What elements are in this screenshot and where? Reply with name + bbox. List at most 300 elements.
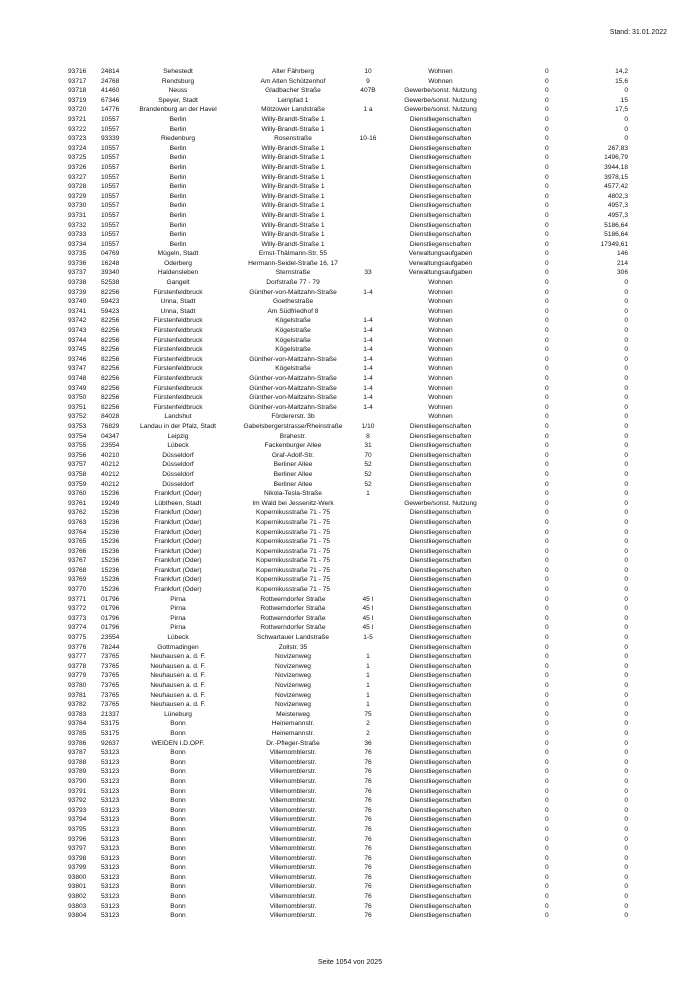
zero-column-cell: 0 [545, 154, 549, 162]
postal-code-cell: 15236 [101, 509, 120, 517]
zero-column-cell: 0 [545, 125, 549, 133]
street-cell: Villemomblerstr. [269, 825, 317, 833]
value-cell: 0 [624, 816, 628, 824]
usage-cell: Dienstliegenschaften [409, 115, 472, 123]
table-row [68, 499, 628, 509]
zero-column-cell: 0 [545, 269, 549, 277]
street-cell: Alter Fährberg [271, 68, 315, 75]
postal-code-cell: 53123 [101, 845, 120, 853]
city-cell: Bonn [170, 749, 186, 757]
street-cell: Gabelsbergerstrasse/Rheinstraße [243, 422, 343, 430]
value-cell: 0 [624, 653, 628, 661]
row-id-cell: 93739 [68, 288, 87, 296]
street-cell: Willy-Brandt-Straße 1 [261, 192, 325, 200]
zero-column-cell: 0 [545, 729, 549, 737]
house-number-cell: 1 [366, 682, 370, 689]
postal-code-cell: 82256 [101, 327, 120, 335]
zero-column-cell: 0 [545, 298, 549, 306]
postal-code-cell: 23554 [101, 634, 120, 642]
street-cell: Rottwerndorfer Straße [260, 605, 326, 613]
usage-cell: Wohnen [428, 327, 453, 335]
usage-cell: Dienstliegenschaften [409, 144, 472, 152]
house-number-cell: 1 a [363, 106, 373, 114]
house-number-cell: 45 I [362, 614, 374, 622]
street-cell: Willy-Brandt-Straße 1 [261, 240, 325, 248]
table-row [68, 806, 628, 816]
value-cell: 0 [624, 355, 628, 363]
value-cell: 0 [624, 528, 628, 536]
usage-cell: Gewerbe/sonst. Nutzung [404, 106, 477, 114]
usage-cell: Dienstliegenschaften [409, 749, 472, 757]
postal-code-cell: 24768 [101, 77, 120, 85]
street-cell: Villemomblerstr. [269, 873, 317, 881]
house-number-cell: 76 [364, 893, 372, 901]
postal-code-cell: 82256 [101, 355, 120, 363]
city-cell: Fürstenfeldbruck [153, 394, 203, 402]
row-id-cell: 93741 [68, 307, 87, 315]
house-number-cell: 1-4 [363, 365, 373, 373]
city-cell: Bonn [170, 845, 186, 853]
table-row [68, 777, 628, 787]
row-id-cell: 93726 [68, 163, 87, 171]
street-cell: Kopernikusstraße 71 - 75 [255, 509, 331, 517]
usage-cell: Dienstliegenschaften [409, 662, 472, 670]
postal-code-cell: 04347 [101, 432, 120, 440]
table-row [68, 105, 628, 115]
city-cell: Rendsburg [161, 77, 195, 85]
table-row [68, 422, 628, 432]
row-id-cell: 93792 [68, 797, 87, 805]
usage-cell: Dienstliegenschaften [409, 797, 472, 805]
city-cell: Bonn [170, 797, 186, 805]
row-id-cell: 93753 [68, 422, 87, 430]
city-cell: Neuhausen a. d. F. [150, 672, 206, 680]
value-cell: 4802,3 [607, 192, 628, 200]
city-cell: Berlin [169, 221, 187, 229]
usage-cell: Dienstliegenschaften [409, 135, 472, 143]
table-row [68, 480, 628, 490]
postal-code-cell: 10557 [101, 211, 120, 219]
value-cell: 0 [624, 432, 628, 440]
postal-code-cell: 82256 [101, 375, 120, 382]
zero-column-cell: 0 [545, 893, 549, 901]
row-id-cell: 93724 [68, 144, 87, 152]
city-cell: Sehestedt [163, 68, 193, 75]
zero-column-cell: 0 [545, 595, 549, 603]
usage-cell: Wohnen [428, 375, 453, 382]
usage-cell: Dienstliegenschaften [409, 768, 472, 776]
usage-cell: Dienstliegenschaften [409, 912, 472, 920]
value-cell: 0 [624, 451, 628, 459]
row-id-cell: 93757 [68, 461, 87, 469]
city-cell: Frankfurt (Oder) [154, 538, 202, 546]
table-row [68, 787, 628, 797]
house-number-cell: 76 [364, 749, 372, 757]
street-cell: Willy-Brandt-Straße 1 [261, 144, 325, 152]
row-id-cell: 93763 [68, 518, 87, 526]
usage-cell: Dienstliegenschaften [409, 480, 472, 488]
zero-column-cell: 0 [545, 672, 549, 680]
table-row [68, 835, 628, 845]
zero-column-cell: 0 [545, 413, 549, 421]
usage-cell: Dienstliegenschaften [409, 557, 472, 565]
zero-column-cell: 0 [545, 825, 549, 833]
zero-column-cell: 0 [545, 912, 549, 920]
usage-cell: Dienstliegenschaften [409, 691, 472, 699]
usage-cell: Dienstliegenschaften [409, 854, 472, 862]
row-id-cell: 93754 [68, 432, 87, 440]
house-number-cell: 75 [364, 710, 372, 718]
postal-code-cell: 53123 [101, 749, 120, 757]
table-row [68, 844, 628, 854]
zero-column-cell: 0 [545, 106, 549, 114]
city-cell: Pirna [170, 624, 186, 632]
postal-code-cell: 23554 [101, 442, 120, 450]
value-cell: 0 [624, 557, 628, 565]
row-id-cell: 93721 [68, 115, 87, 123]
postal-code-cell: 82256 [101, 394, 120, 402]
zero-column-cell: 0 [545, 854, 549, 862]
table-row [68, 748, 628, 758]
value-cell: 0 [624, 797, 628, 805]
street-cell: Günther-von-Maltzahn-Straße [249, 355, 337, 363]
value-cell: 0 [624, 614, 628, 622]
row-id-cell: 93716 [68, 68, 87, 75]
city-cell: Berlin [169, 231, 187, 239]
table-row [68, 403, 628, 413]
value-cell: 267,83 [607, 144, 628, 152]
value-cell: 17,5 [615, 106, 628, 114]
city-cell: Fürstenfeldbruck [153, 336, 203, 344]
value-cell: 0 [624, 442, 628, 450]
zero-column-cell: 0 [545, 87, 549, 95]
city-cell: Bonn [170, 777, 186, 785]
house-number-cell: 76 [364, 864, 372, 872]
row-id-cell: 93756 [68, 451, 87, 459]
city-cell: Landau in der Pfalz, Stadt [140, 422, 216, 430]
value-cell: 0 [624, 749, 628, 757]
usage-cell: Dienstliegenschaften [409, 154, 472, 162]
zero-column-cell: 0 [545, 797, 549, 805]
usage-cell: Dienstliegenschaften [409, 211, 472, 219]
usage-cell: Verwaltungsaufgaben [408, 259, 473, 267]
city-cell: Fürstenfeldbruck [153, 317, 203, 325]
postal-code-cell: 40210 [101, 451, 120, 459]
street-cell: Willy-Brandt-Straße 1 [261, 154, 325, 162]
table-row [68, 441, 628, 451]
house-number-cell: 1 [366, 662, 370, 670]
usage-cell: Dienstliegenschaften [409, 825, 472, 833]
usage-cell: Wohnen [428, 403, 453, 411]
value-cell: 0 [624, 835, 628, 843]
value-cell: 0 [624, 470, 628, 478]
row-id-cell: 93729 [68, 192, 87, 200]
table-row [68, 460, 628, 470]
row-id-cell: 93736 [68, 259, 87, 267]
usage-cell: Dienstliegenschaften [409, 816, 472, 824]
city-cell: Bonn [170, 758, 186, 766]
zero-column-cell: 0 [545, 250, 549, 258]
street-cell: Villemomblerstr. [269, 797, 317, 805]
postal-code-cell: 73765 [101, 672, 120, 680]
zero-column-cell: 0 [545, 442, 549, 450]
value-cell: 0 [624, 288, 628, 296]
city-cell: Frankfurt (Oder) [154, 576, 202, 584]
row-id-cell: 93791 [68, 787, 87, 795]
house-number-cell: 1 [366, 691, 370, 699]
postal-code-cell: 15236 [101, 547, 120, 555]
street-cell: Ernst-Thälmann-Str. 55 [258, 250, 328, 258]
value-cell: 0 [624, 403, 628, 411]
zero-column-cell: 0 [545, 566, 549, 574]
usage-cell: Dienstliegenschaften [409, 902, 472, 910]
table-row [68, 652, 628, 662]
city-cell: Lüneburg [164, 710, 192, 718]
row-id-cell: 93776 [68, 643, 87, 651]
table-row [68, 211, 628, 221]
house-number-cell: 76 [364, 806, 372, 814]
house-number-cell: 33 [364, 269, 372, 277]
row-id-cell: 93801 [68, 883, 87, 891]
row-id-cell: 93767 [68, 557, 87, 565]
row-id-cell: 93772 [68, 605, 87, 613]
street-cell: Graf-Adolf-Str. [271, 451, 315, 459]
postal-code-cell: 53123 [101, 893, 120, 901]
house-number-cell: 45 I [362, 624, 374, 632]
usage-cell: Dienstliegenschaften [409, 864, 472, 872]
table-row [68, 556, 628, 566]
row-id-cell: 93762 [68, 509, 87, 517]
city-cell: Neuss [168, 87, 188, 95]
street-cell: Hermann-Seidel-Straße 16, 17 [248, 259, 338, 267]
street-cell: Willy-Brandt-Straße 1 [261, 202, 325, 210]
zero-column-cell: 0 [545, 864, 549, 872]
value-cell: 0 [624, 912, 628, 920]
zero-column-cell: 0 [545, 336, 549, 344]
table-row [68, 508, 628, 518]
table-row [68, 575, 628, 585]
usage-cell: Wohnen [428, 317, 453, 325]
city-cell: Berlin [169, 192, 187, 200]
row-id-cell: 93799 [68, 864, 87, 872]
street-cell: Günther-von-Maltzahn-Straße [249, 403, 337, 411]
table-row [68, 336, 628, 346]
row-id-cell: 93765 [68, 538, 87, 546]
street-cell: Kögelstraße [275, 346, 311, 354]
house-number-cell: 1/10 [361, 422, 375, 430]
usage-cell: Wohnen [428, 413, 453, 421]
street-cell: Novizenweg [275, 672, 311, 680]
street-cell: Günther-von-Maltzahn-Straße [249, 375, 337, 382]
street-cell: Am Alten Schützenhof [260, 77, 326, 85]
zero-column-cell: 0 [545, 192, 549, 200]
row-id-cell: 93722 [68, 125, 87, 133]
house-number-cell: 1-4 [363, 317, 373, 325]
street-cell: Willy-Brandt-Straße 1 [261, 163, 325, 171]
street-cell: Gladbacher Straße [265, 87, 321, 95]
city-cell: Frankfurt (Oder) [154, 586, 202, 594]
city-cell: Bonn [170, 873, 186, 881]
house-number-cell: 2 [366, 729, 370, 737]
postal-code-cell: 10557 [101, 231, 120, 239]
row-id-cell: 93755 [68, 442, 87, 450]
value-cell: 0 [624, 317, 628, 325]
zero-column-cell: 0 [545, 346, 549, 354]
usage-cell: Wohnen [428, 77, 453, 85]
value-cell: 0 [624, 375, 628, 382]
postal-code-cell: 53123 [101, 835, 120, 843]
street-cell: Kögelstraße [275, 365, 311, 373]
usage-cell: Dienstliegenschaften [409, 490, 472, 498]
value-cell: 0 [624, 509, 628, 517]
postal-code-cell: 73765 [101, 682, 120, 689]
row-id-cell: 93738 [68, 279, 87, 287]
table-row [68, 307, 628, 317]
house-number-cell: 1 [366, 672, 370, 680]
postal-code-cell: 82256 [101, 365, 120, 373]
city-cell: Speyer, Stadt [158, 96, 198, 104]
value-cell: 0 [624, 662, 628, 670]
zero-column-cell: 0 [545, 749, 549, 757]
table-row [68, 863, 628, 873]
table-row [68, 432, 628, 442]
table-row [68, 633, 628, 643]
value-cell: 0 [624, 576, 628, 584]
zero-column-cell: 0 [545, 576, 549, 584]
table-row [68, 77, 628, 87]
postal-code-cell: 10557 [101, 163, 120, 171]
zero-column-cell: 0 [545, 691, 549, 699]
usage-cell: Dienstliegenschaften [409, 231, 472, 239]
street-cell: Villemomblerstr. [269, 912, 317, 920]
table-row [68, 412, 628, 422]
value-cell: 0 [624, 739, 628, 747]
house-number-cell: 10 [364, 68, 372, 75]
city-cell: Frankfurt (Oder) [154, 490, 202, 498]
postal-code-cell: 10557 [101, 202, 120, 210]
postal-code-cell: 10557 [101, 125, 120, 133]
zero-column-cell: 0 [545, 557, 549, 565]
usage-cell: Dienstliegenschaften [409, 653, 472, 661]
postal-code-cell: 82256 [101, 288, 120, 296]
value-cell: 0 [624, 480, 628, 488]
city-cell: Bonn [170, 768, 186, 776]
house-number-cell: 1-4 [363, 384, 373, 392]
row-id-cell: 93740 [68, 298, 87, 306]
zero-column-cell: 0 [545, 634, 549, 642]
house-number-cell: 76 [364, 797, 372, 805]
city-cell: Berlin [169, 125, 187, 133]
table-row [68, 643, 628, 653]
table-row [68, 345, 628, 355]
city-cell: Bonn [170, 787, 186, 795]
postal-code-cell: 53123 [101, 816, 120, 824]
usage-cell: Dienstliegenschaften [409, 873, 472, 881]
street-cell: Villemomblerstr. [269, 864, 317, 872]
value-cell: 0 [624, 902, 628, 910]
postal-code-cell: 53123 [101, 864, 120, 872]
row-id-cell: 93777 [68, 653, 87, 661]
table-row [68, 201, 628, 211]
usage-cell: Dienstliegenschaften [409, 221, 472, 229]
house-number-cell: 1 [366, 490, 370, 498]
house-number-cell: 1-4 [363, 403, 373, 411]
street-cell: Willy-Brandt-Straße 1 [261, 183, 325, 191]
postal-code-cell: 21337 [101, 710, 120, 718]
row-id-cell: 93775 [68, 634, 87, 642]
value-cell: 0 [624, 394, 628, 402]
table-row [68, 700, 628, 710]
city-cell: Bonn [170, 729, 186, 737]
city-cell: Düsseldorf [162, 470, 194, 478]
table-row [68, 163, 628, 173]
street-cell: Villemomblerstr. [269, 777, 317, 785]
city-cell: Unna, Stadt [160, 307, 196, 315]
house-number-cell: 1-4 [363, 346, 373, 354]
zero-column-cell: 0 [545, 509, 549, 517]
street-cell: Kopernikusstraße 71 - 75 [255, 557, 331, 565]
zero-column-cell: 0 [545, 518, 549, 526]
usage-cell: Dienstliegenschaften [409, 173, 472, 181]
row-id-cell: 93798 [68, 854, 87, 862]
zero-column-cell: 0 [545, 806, 549, 814]
house-number-cell: 76 [364, 835, 372, 843]
house-number-cell: 45 I [362, 595, 374, 603]
postal-code-cell: 59423 [101, 307, 120, 315]
street-cell: Rottwerndorfer Straße [260, 624, 326, 632]
row-id-cell: 93737 [68, 269, 87, 277]
postal-code-cell: 82256 [101, 403, 120, 411]
city-cell: Frankfurt (Oder) [154, 518, 202, 526]
usage-cell: Dienstliegenschaften [409, 710, 472, 718]
city-cell: Berlin [169, 154, 187, 162]
zero-column-cell: 0 [545, 490, 549, 498]
usage-cell: Dienstliegenschaften [409, 720, 472, 728]
postal-code-cell: 82256 [101, 336, 120, 344]
row-id-cell: 93744 [68, 336, 87, 344]
postal-code-cell: 10557 [101, 183, 120, 191]
table-row [68, 249, 628, 259]
row-id-cell: 93780 [68, 682, 87, 689]
table-row [68, 854, 628, 864]
value-cell: 0 [624, 595, 628, 603]
city-cell: Neuhausen a. d. F. [150, 691, 206, 699]
street-cell: Günther-von-Maltzahn-Straße [249, 394, 337, 402]
row-id-cell: 93778 [68, 662, 87, 670]
postal-code-cell: 52538 [101, 279, 120, 287]
street-cell: Willy-Brandt-Straße 1 [261, 125, 325, 133]
house-number-cell: 1 [366, 653, 370, 661]
usage-cell: Dienstliegenschaften [409, 643, 472, 651]
zero-column-cell: 0 [545, 845, 549, 853]
usage-cell: Wohnen [428, 394, 453, 402]
value-cell: 0 [624, 873, 628, 881]
zero-column-cell: 0 [545, 662, 549, 670]
stand-date: Stand: 31.01.2022 [609, 29, 667, 36]
zero-column-cell: 0 [545, 355, 549, 363]
postal-code-cell: 01796 [101, 624, 120, 632]
city-cell: Fürstenfeldbruck [153, 327, 203, 335]
zero-column-cell: 0 [545, 777, 549, 785]
street-cell: Villemomblerstr. [269, 854, 317, 862]
table-row [68, 144, 628, 154]
street-cell: Berliner Allee [273, 470, 313, 478]
table-row [68, 297, 628, 307]
postal-code-cell: 14776 [101, 106, 120, 114]
street-cell: Berliner Allee [273, 461, 313, 469]
street-cell: Goethestraße [272, 298, 314, 306]
usage-cell: Wohnen [428, 307, 453, 315]
